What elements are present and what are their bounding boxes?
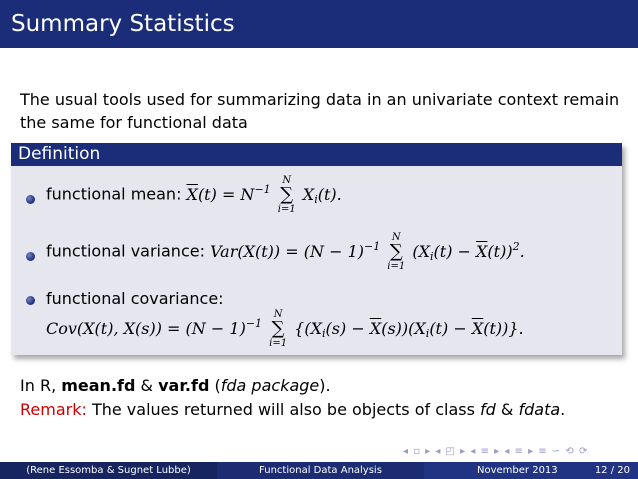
package-name: fda package (220, 376, 320, 395)
mean-formula: $\overline{X}(t) = N^{-1}$ N ∑ i=1 $X_i(t)$. (186, 175, 342, 215)
definition-body (11, 166, 622, 355)
covariance-item (46, 289, 224, 309)
footer-authors: (Rene Essomba & Sugnet Lubbe) (0, 462, 217, 479)
footer-date: November 2013 (477, 465, 558, 476)
variance-formula: $Var(X(t)) = (N - 1)^{-1}$ N ∑ i=1 $(X_i(t) - \overline{X}(t))^2$. (210, 232, 525, 272)
intro-text: The usual tools used for summarizing data in an univariate context remain the same for functional data (20, 90, 620, 132)
title-bar (0, 0, 638, 48)
remark-label: Remark: (20, 400, 87, 419)
definition-title: Definition (18, 144, 101, 164)
r-functions-line: In R, mean.fd & var.fd (fda package). (20, 376, 331, 395)
navigation-controls[interactable]: ◂ ▫ ▸ ◂ ◰ ▸ ◂ ≡ ▸ ◂ ≡ ▸ ≡ ∽ ⟲ ⟳ (403, 446, 589, 457)
footer (0, 462, 638, 479)
mean-item (46, 175, 342, 215)
footer-course: Functional Data Analysis (217, 462, 424, 479)
variance-item (46, 232, 525, 272)
covariance-label: functional covariance: (46, 289, 224, 308)
mean-fd-function: mean.fd (61, 376, 136, 395)
var-fd-function: var.fd (158, 376, 210, 395)
mean-label: functional mean: (46, 184, 187, 204)
class-fdata: fdata (518, 400, 561, 419)
definition-block (11, 143, 622, 355)
page-number: 12 / 20 (594, 465, 630, 476)
class-fd: fd (480, 400, 496, 419)
variance-label: functional variance: (46, 241, 211, 261)
footer-right (424, 462, 638, 479)
covariance-formula: Cov(X(t), $X(s)) = (N - 1)^{-1}$ N ∑ i=1 $\{(X_i(s) - \overline{X}(s))(X_i(t) - \overline{X}(t))\}$. (46, 309, 524, 349)
definition-header (11, 143, 622, 166)
page-title: Summary Statistics (11, 11, 235, 37)
bullet-icon (26, 195, 35, 204)
bullet-icon (26, 296, 35, 305)
remark-line: Remark: The values returned will also be objects of class fd & fdata. (20, 400, 566, 419)
bullet-icon (26, 252, 35, 261)
